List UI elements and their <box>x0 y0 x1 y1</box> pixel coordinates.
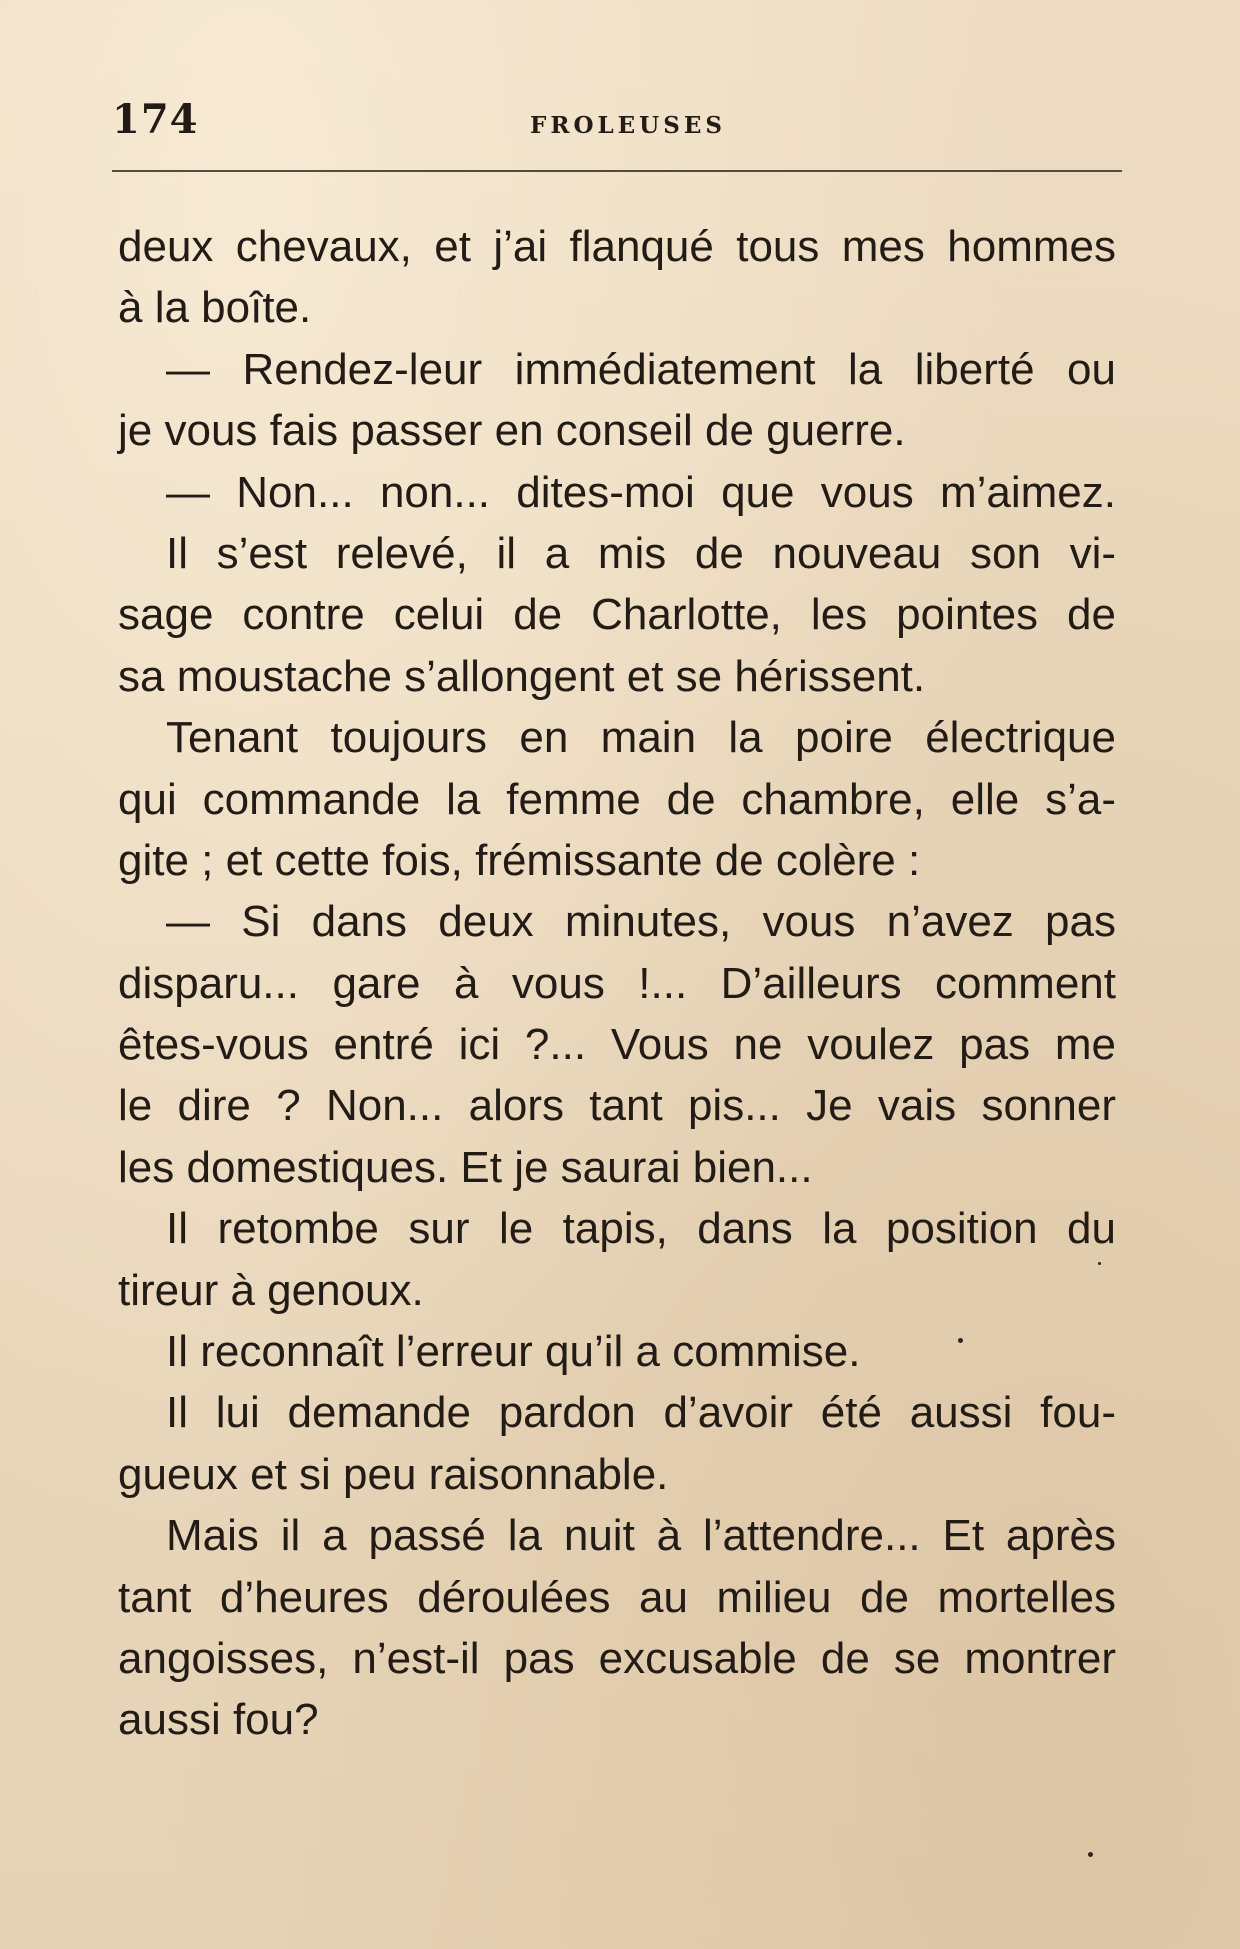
text-line: je vous fais passer en conseil de guerre. <box>118 406 906 456</box>
text-line: gite ; et cette fois, frémissante de colère : <box>118 835 921 885</box>
text-line: — Si dans deux minutes, vous n’avez pas <box>166 897 1116 947</box>
page-number: 174 <box>112 96 199 143</box>
text-line: deux chevaux, et j’ai flanqué tous mes hommes <box>118 222 1116 271</box>
text-line: angoisses, n’est-il pas excusable de se montrer <box>118 1633 1116 1683</box>
text-line: disparu... gare à vous !... D’ailleurs comment <box>118 958 1116 1008</box>
text-line: — Rendez-leur immédiatement la liberté ou <box>166 344 1116 394</box>
text-line: à la boîte. <box>118 283 312 333</box>
text-line: Mais il a passé la nuit à l’attendre... Et après <box>166 1511 1116 1561</box>
text-line: Il s’est relevé, il a mis de nouveau son vi- <box>166 528 1116 578</box>
text-line: tireur à genoux. <box>118 1265 424 1315</box>
text-line: sage contre celui de Charlotte, les pointes de <box>118 590 1116 640</box>
text-line: gueux et si peu raisonnable. <box>118 1449 669 1499</box>
text-line: Tenant toujours en main la poire électrique <box>166 713 1116 763</box>
text-line: tant d’heures déroulées au milieu de mortelles <box>118 1572 1116 1622</box>
text-line: qui commande la femme de chambre, elle s’a- <box>118 774 1116 824</box>
text-line: aussi fou? <box>118 1695 319 1745</box>
paper-speck <box>958 1338 963 1343</box>
body-text <box>118 216 1116 1751</box>
text-line: Il lui demande pardon d’avoir été aussi fou- <box>166 1388 1116 1438</box>
running-title: FROLEUSES <box>530 112 726 139</box>
text-line: Il retombe sur le tapis, dans la position du <box>166 1204 1116 1254</box>
text-line: — Non... non... dites-moi que vous m’aimez. <box>166 467 1116 517</box>
paper-speck <box>1098 1262 1101 1265</box>
text-line: sa moustache s’allongent et se hérissent. <box>118 651 926 701</box>
running-head <box>112 96 1122 156</box>
paper-speck <box>1088 1852 1093 1857</box>
header-rule <box>112 170 1122 172</box>
text-line: le dire ? Non... alors tant pis... Je vais sonner <box>118 1081 1116 1131</box>
text-line: les domestiques. Et je saurai bien... <box>118 1142 813 1192</box>
text-line: êtes-vous entré ici ?... Vous ne voulez pas me <box>118 1020 1116 1070</box>
text-line: Il reconnaît l’erreur qu’il a commise. <box>166 1327 861 1377</box>
